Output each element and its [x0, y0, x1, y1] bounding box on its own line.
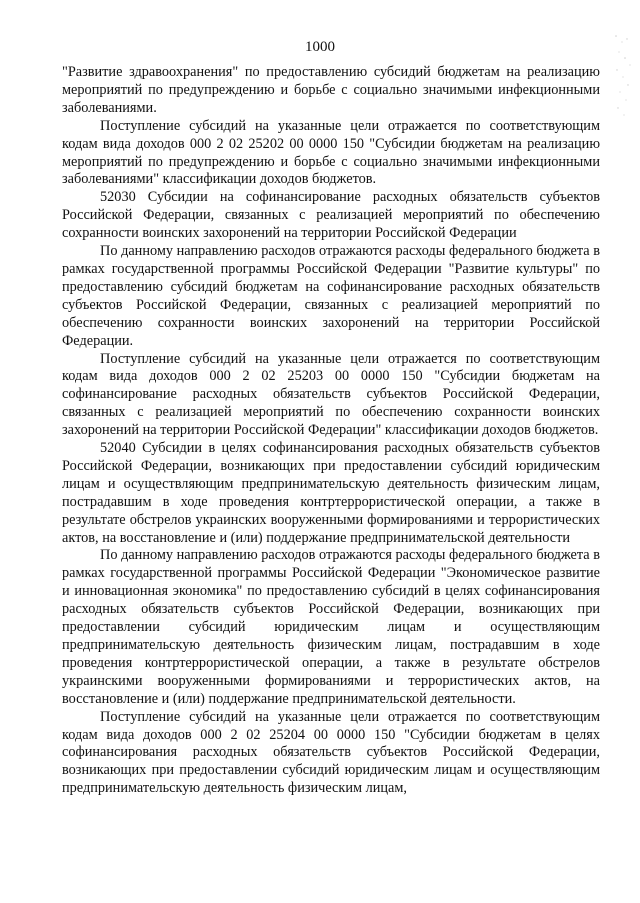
paragraph-3-section-52030: 52030 Субсидии на софинансирование расходных обязательств субъектов Российской Федерации, связанных с реализацией мероприятий по обеспечению сохранности воинских захоронений на территории Российской Федерации — [62, 189, 600, 242]
paragraph-5: Поступление субсидий на указанные цели отражается по соответствующим кодам вида доходов 000 2 02 25203 00 0000 150 "Субсидии бюджетам на софинансирование расходных обязательств субъектов Российской Федерации, связанных с реализацией мероприятий по обеспечению сохранности воинских захоронений на территории Российской Федерации" классификации доходов бюджетов. — [62, 350, 600, 439]
paragraph-6-section-52040: 52040 Субсидии в целях софинансирования расходных обязательств субъектов Российской Федерации, возникающих при предоставлении субсидий юридическим лицам и осуществляющим предпринимательскую деятельность физическим лицам, пострадавшим в ходе проведения контртеррористической операции, а также в результате обстрелов украинских вооруженными формированиями и террористических актов, на восстановление и (или) поддержание предпринимательской деятельности — [62, 440, 600, 546]
page-number: 1000 — [305, 39, 335, 55]
paragraph-1: "Развитие здравоохранения" по предоставлению субсидий бюджетам на реализацию мероприятий по предупреждению и борьбе с социально значимыми инфекционными заболеваниями. — [62, 64, 600, 116]
scan-noise-mark — [612, 30, 634, 120]
paragraph-2: Поступление субсидий на указанные цели отражается по соответствующим кодам вида доходов 000 2 02 25202 00 0000 150 "Субсидии бюджетам на реализацию мероприятий по предупреждению и борьбе с социально значимыми инфекционными заболеваниями" классификации доходов бюджетов. — [62, 117, 600, 188]
paragraph-8: Поступление субсидий на указанные цели отражается по соответствующим кодам вида доходов 000 2 02 25204 00 0000 150 "Субсидии бюджетам в целях софинансирования расходных обязательств субъектов Российской Федерации, возникающих при предоставлении субсидий юридическим лицам и осуществляющим предпринимательскую деятельность физическим лицам, — [62, 708, 600, 797]
paragraph-4: По данному направлению расходов отражаются расходы федерального бюджета в рамках государственной программы Российской Федерации "Развитие культуры" по предоставлению субсидий бюджетам на софинансирование расходных обязательств субъектов Российской Федерации, связанных с реализацией мероприятий по обеспечению сохранности воинских захоронений на территории Российской Федерации. — [62, 243, 600, 349]
paragraph-7: По данному направлению расходов отражаются расходы федерального бюджета в рамках государственной программы Российской Федерации "Экономическое развитие и инновационная экономика" по предоставлению субсидий в целях софинансирования расходных обязательств субъектов Российской Федерации, возникающих при предоставлении субсидий юридическим лицам и осуществляющим предпринимательскую деятельность физическим лицам, пострадавшим в ходе проведения контртеррористической операции, а также в результате обстрелов украинскими вооруженными формированиями и террористических актов, на восстановление и (или) поддержание предпринимательской деятельности. — [62, 547, 600, 707]
document-body — [62, 64, 600, 798]
